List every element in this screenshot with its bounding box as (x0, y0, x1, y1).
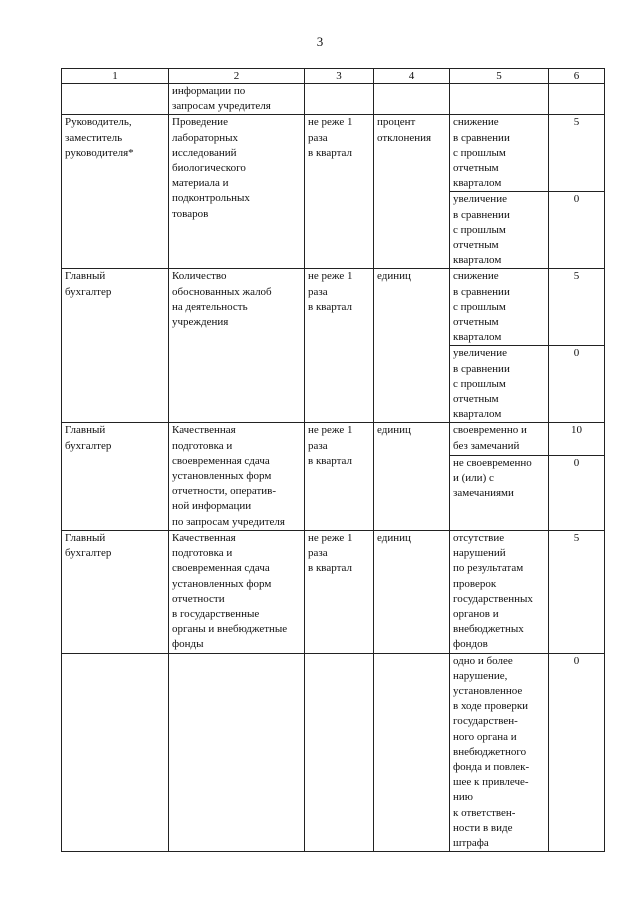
unit-cell (374, 84, 450, 115)
periodicity-cell: не реже 1 раза в квартал (305, 269, 374, 423)
indicator-cell: информации по запросам учредителя (169, 84, 305, 115)
condition-cell: своевременно и без замечаний (450, 423, 549, 455)
header-col-4: 4 (374, 69, 450, 84)
indicator-cell (169, 653, 305, 852)
position-cell: Главный бухгалтер (62, 530, 169, 653)
position-cell: Главный бухгалтер (62, 423, 169, 530)
page-number: 3 (316, 34, 324, 49)
indicator-cell: Качественная подготовка и своевременная сдача установленных форм отчетности в государственные органы и внебюджетные фонды (169, 530, 305, 653)
score-cell: 0 (549, 653, 605, 852)
score-cell: 5 (549, 530, 605, 653)
periodicity-cell: не реже 1 раза в квартал (305, 423, 374, 530)
position-cell: Руководитель, заместитель руководителя* (62, 115, 169, 269)
header-col-1: 1 (62, 69, 169, 84)
table-row (62, 269, 605, 346)
condition-cell: отсутствие нарушений по результатам проверок государственных органов и внебюджетных фондов (450, 530, 549, 653)
periodicity-cell: не реже 1 раза в квартал (305, 115, 374, 269)
unit-cell (374, 653, 450, 852)
table-row (62, 84, 605, 115)
score-cell (549, 84, 605, 115)
unit-cell: единиц (374, 269, 450, 423)
condition-cell (450, 84, 549, 115)
periodicity-cell: не реже 1 раза в квартал (305, 530, 374, 653)
header-col-5: 5 (450, 69, 549, 84)
header-row (62, 69, 605, 84)
table-row (62, 423, 605, 455)
score-cell: 5 (549, 115, 605, 192)
indicator-cell: Качественная подготовка и своевременная сдача установленных форм отчетности, оператив- ной информации по запросам учредителя (169, 423, 305, 530)
table-row (62, 115, 605, 192)
condition-cell: одно и более нарушение, установленное в ходе проверки государствен- ного органа и внебюджетного фонда и повлек- шее к привлече- нию к ответствен- ности в виде штрафа (450, 653, 549, 852)
score-cell: 0 (549, 455, 605, 530)
table-row (62, 530, 605, 653)
score-cell: 5 (549, 269, 605, 346)
position-cell: Главный бухгалтер (62, 269, 169, 423)
table-row (62, 653, 605, 852)
header-col-2: 2 (169, 69, 305, 84)
score-cell: 0 (549, 192, 605, 269)
unit-cell: единиц (374, 423, 450, 530)
unit-cell: единиц (374, 530, 450, 653)
condition-cell: увеличение в сравнении с прошлым отчетным кварталом (450, 192, 549, 269)
indicator-cell: Проведение лабораторных исследований биологического материала и подконтрольных товаров (169, 115, 305, 269)
score-cell: 0 (549, 346, 605, 423)
condition-cell: не своевременно и (или) с замечаниями (450, 455, 549, 530)
position-cell (62, 84, 169, 115)
condition-cell: снижение в сравнении с прошлым отчетным кварталом (450, 115, 549, 192)
indicator-cell: Количество обоснованных жалоб на деятельность учреждения (169, 269, 305, 423)
condition-cell: снижение в сравнении с прошлым отчетным кварталом (450, 269, 549, 346)
position-cell (62, 653, 169, 852)
header-col-6: 6 (549, 69, 605, 84)
condition-cell: увеличение в сравнении с прошлым отчетным кварталом (450, 346, 549, 423)
criteria-table (61, 68, 605, 852)
unit-cell: процент отклонения (374, 115, 450, 269)
periodicity-cell (305, 653, 374, 852)
score-cell: 10 (549, 423, 605, 455)
header-col-3: 3 (305, 69, 374, 84)
periodicity-cell (305, 84, 374, 115)
